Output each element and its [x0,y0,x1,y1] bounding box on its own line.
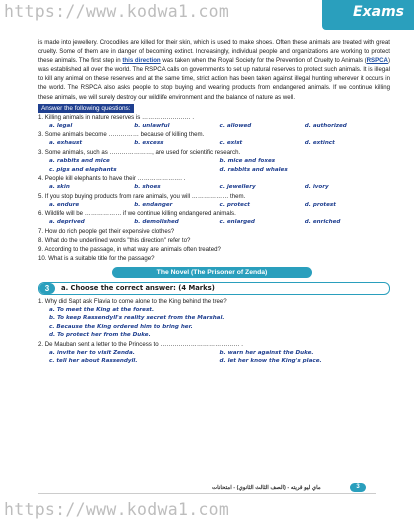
passage-text: is made into jewellery. Crocodiles are killed for their skin, which is used to make shoes. Often these animals are treated with great cruelty. Some of them are in danger of becoming extinct. Increasingly, individual people and organizations are working to protect these animals. The first step in [38,39,390,65]
footer-divider [38,493,376,494]
questions-heading: Answer the following questions: [38,104,134,113]
answer-option[interactable]: c. jewellery [219,184,256,191]
answer-options [49,157,390,174]
answer-option[interactable]: b. shoes [134,184,161,191]
answer-option[interactable]: c. protect [219,201,250,208]
answer-options [49,122,390,131]
section-number: 3 [39,283,55,294]
novel-banner: The Novel (The Prisoner of Zenda) [112,267,312,278]
question-stem: 1. Why did Sapt ask Flavia to come alone to the King behind the tree? [38,297,227,305]
question-stem: 5. If you stop buying products from rare animals, you will ……………… them. [38,192,246,200]
answer-options [49,183,390,192]
answer-option[interactable]: b. endanger [134,201,173,208]
open-question: 9. According to the passage, in what way are animals often treated? [38,245,221,253]
answer-options [49,201,390,210]
answer-option[interactable]: a. invite her to visit Zenda. [49,349,135,356]
answer-option[interactable]: c. tell her about Rassendyll. [49,358,138,365]
question-stem: 3. Some animals become …………… because of killing them. [38,131,205,139]
answer-option[interactable]: a. deprived [49,219,85,226]
answer-option[interactable]: a. exhaust [49,140,82,147]
answer-option[interactable]: a. legal [49,122,73,129]
answer-option[interactable]: a. To meet the King at the forest. [49,306,155,313]
open-question: 8. What do the underlined words "this direction" refer to? [38,236,191,244]
answer-option[interactable]: c. allowed [219,122,252,129]
answer-option[interactable]: d. rabbits and whales [219,166,288,173]
open-question: 10. What is a suitable title for the passage? [38,254,155,262]
watermark-top: https://www.kodwa1.com [4,2,230,21]
open-question: 7. How do rich people get their expensive clothes? [38,227,175,235]
question-stem: 3. Some animals, such as …………………, are used for scientific research. [38,148,241,156]
answer-option[interactable]: c. Because the King ordered him to bring her. [49,323,193,330]
answer-option[interactable]: b. To keep Rassendyll's reality secret from the Marshal. [49,315,225,322]
answer-option[interactable]: b. unlawful [134,122,170,129]
exams-tab-label: Exams [353,4,404,20]
answer-option[interactable]: d. authorized [304,122,347,129]
passage-text: ) was established all over the world. The RSPCA calls on governments to set up natural reserves to protect such animals. It is illegal to kill any animal on these reserves and at the same time, strict action has been taken against illegal hunting wherever it occurs in the world. The RSPCA also asks people to stop buying and wearing products from endangered animals. If we continue killing these animals, we will surely destroy our wildlife environment and the balance of nature as well. [38,57,390,101]
answer-option[interactable]: a. endure [49,201,80,208]
answer-option[interactable]: d. ivory [304,184,329,191]
answer-option[interactable]: b. demolished [134,219,179,226]
answer-option[interactable]: b. mice and foxes [219,157,276,164]
footer-text: ماي ليو قريته - (الصف الثالث الثانوي) - امتحانات [212,485,321,491]
answer-option[interactable]: d. protest [304,201,336,208]
section-3-header [38,282,390,295]
answer-option[interactable]: c. pigs and elephants [49,166,117,173]
reading-passage [38,38,390,102]
page-content [38,38,390,366]
answer-option[interactable]: d. extinct [304,140,335,147]
question-stem: 1. Killing animals in nature reserves is …………………… . [38,113,195,121]
passage-text: was taken when the Royal Society for the Prevention of Cruelty to Animals ( [160,57,367,65]
question-stem: 2. De Mauban sent a letter to the Princess to ………………………………… . [38,340,243,348]
question-stem: 4. People kill elephants to have their …………………. . [38,175,186,183]
answer-option[interactable]: d. let her know the King's place. [219,358,322,365]
answer-options [49,218,390,227]
watermark-bottom: https://www.kodwa1.com [4,500,230,519]
answer-option[interactable]: d. enriched [304,219,341,226]
answer-option[interactable]: d. To protect her from the Duke. [49,332,151,339]
page-number: 3 [350,483,366,492]
section-title: a. Choose the correct answer: (4 Marks) [61,283,215,292]
answer-options [49,349,390,366]
answer-option[interactable]: c. exist [219,140,243,147]
answer-option[interactable]: a. skin [49,184,70,191]
passage-link-this-direction: this direction [122,57,161,65]
answer-option[interactable]: b. warn her against the Duke. [219,349,314,356]
passage-rspca: RSPCA [366,57,388,65]
answer-option[interactable]: c. enlarged [219,219,255,226]
answer-option[interactable]: b. excess [134,140,164,147]
exams-tab [322,0,414,30]
answer-options [49,139,390,148]
answer-option[interactable]: a. rabbits and mice [49,157,110,164]
question-stem: 6. Wildlife will be ……………… if we continue killing endangered animals. [38,210,236,218]
